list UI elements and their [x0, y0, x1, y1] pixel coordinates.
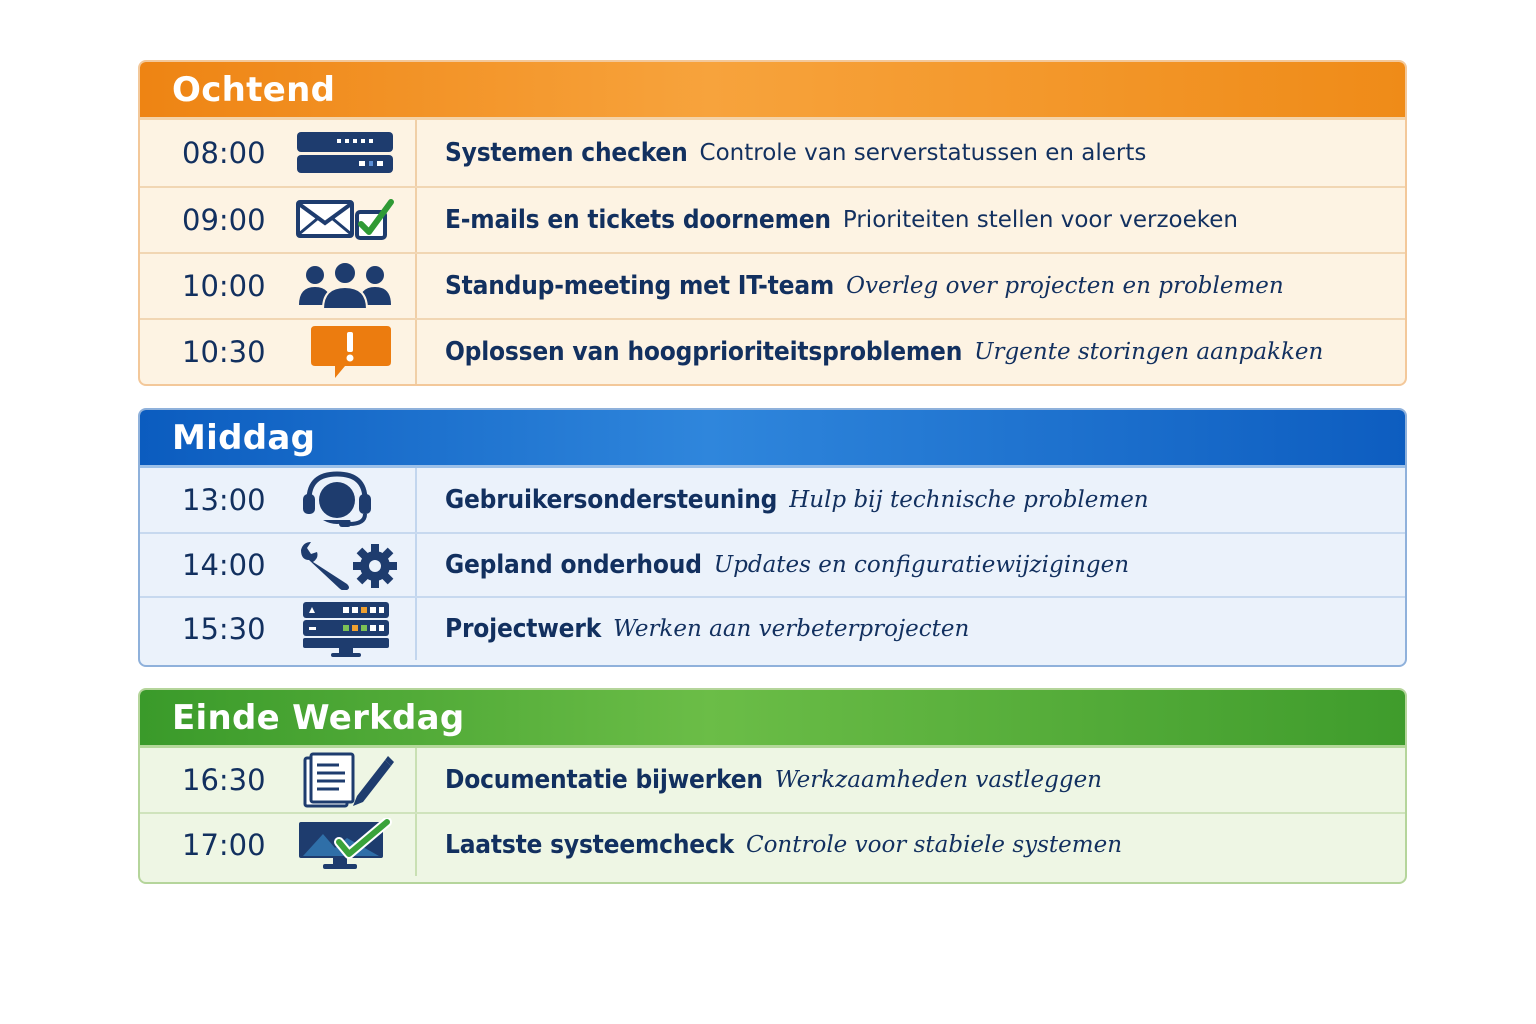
- row-time: 16:30: [182, 763, 266, 797]
- row-divider: [415, 748, 417, 812]
- row-content: [445, 320, 1395, 384]
- section-middag: [138, 408, 1407, 667]
- row-time: 10:00: [182, 269, 266, 303]
- row-task: Systemen checken: [445, 138, 688, 168]
- row-divider: [415, 534, 417, 596]
- row-task: Documentatie bijwerken: [445, 765, 763, 795]
- row-description: Prioriteiten stellen voor verzoeken: [842, 207, 1238, 233]
- row-task: Oplossen van hoogprioriteitsproblemen: [445, 337, 963, 367]
- section-title: Einde Werkdag: [140, 690, 1405, 748]
- schedule-row: [140, 120, 1405, 186]
- alert-bubble-icon: [295, 320, 415, 384]
- schedule-row: [140, 186, 1405, 252]
- row-time: 15:30: [182, 612, 266, 646]
- section-title: Middag: [140, 410, 1405, 468]
- schedule-row: [140, 532, 1405, 596]
- server-icon: [295, 120, 415, 186]
- row-content: [445, 534, 1395, 596]
- row-task: Projectwerk: [445, 614, 602, 644]
- schedule-row: [140, 318, 1405, 384]
- row-task: E-mails en tickets doornemen: [445, 205, 831, 235]
- document-pencil-icon: [295, 748, 415, 812]
- row-content: [445, 120, 1395, 186]
- schedule-row: [140, 596, 1405, 660]
- section-ochtend: [138, 60, 1407, 386]
- schedule-row: [140, 748, 1405, 812]
- row-description: Overleg over projecten en problemen: [846, 273, 1284, 299]
- mail-check-icon: [295, 188, 415, 252]
- row-divider: [415, 814, 417, 876]
- row-divider: [415, 468, 417, 532]
- row-time: 13:00: [182, 483, 266, 517]
- row-description: Urgente storingen aanpakken: [974, 339, 1324, 365]
- row-description: Hulp bij technische problemen: [789, 487, 1149, 513]
- row-divider: [415, 254, 417, 318]
- monitor-check-icon: [295, 814, 415, 876]
- section-title: Ochtend: [140, 62, 1405, 120]
- wrench-gear-icon: [295, 534, 415, 596]
- row-description: Updates en configuratiewijzigingen: [713, 552, 1130, 578]
- row-content: [445, 254, 1395, 318]
- row-description: Werkzaamheden vastleggen: [774, 767, 1102, 793]
- row-divider: [415, 120, 417, 186]
- schedule-row: [140, 468, 1405, 532]
- row-description: Werken aan verbeterprojecten: [613, 616, 970, 642]
- row-description: Controle voor stabiele systemen: [745, 832, 1123, 858]
- schedule-row: [140, 812, 1405, 876]
- row-divider: [415, 188, 417, 252]
- row-divider: [415, 320, 417, 384]
- row-task: Gepland onderhoud: [445, 550, 702, 580]
- row-task: Gebruikersondersteuning: [445, 485, 778, 515]
- schedule-row: [140, 252, 1405, 318]
- monitor-server-icon: [295, 598, 415, 660]
- row-time: 10:30: [182, 335, 266, 369]
- row-content: [445, 188, 1395, 252]
- team-icon: [295, 254, 415, 318]
- row-task: Laatste systeemcheck: [445, 830, 734, 860]
- row-task: Standup-meeting met IT-team: [445, 271, 835, 301]
- row-description: Controle van serverstatussen en alerts: [699, 140, 1147, 166]
- row-time: 09:00: [182, 203, 266, 237]
- row-time: 08:00: [182, 136, 266, 170]
- row-divider: [415, 598, 417, 660]
- headset-icon: [295, 468, 415, 532]
- row-content: [445, 748, 1395, 812]
- section-einde-werkdag: [138, 688, 1407, 884]
- row-content: [445, 598, 1395, 660]
- row-time: 17:00: [182, 828, 266, 862]
- row-content: [445, 814, 1395, 876]
- row-content: [445, 468, 1395, 532]
- row-time: 14:00: [182, 548, 266, 582]
